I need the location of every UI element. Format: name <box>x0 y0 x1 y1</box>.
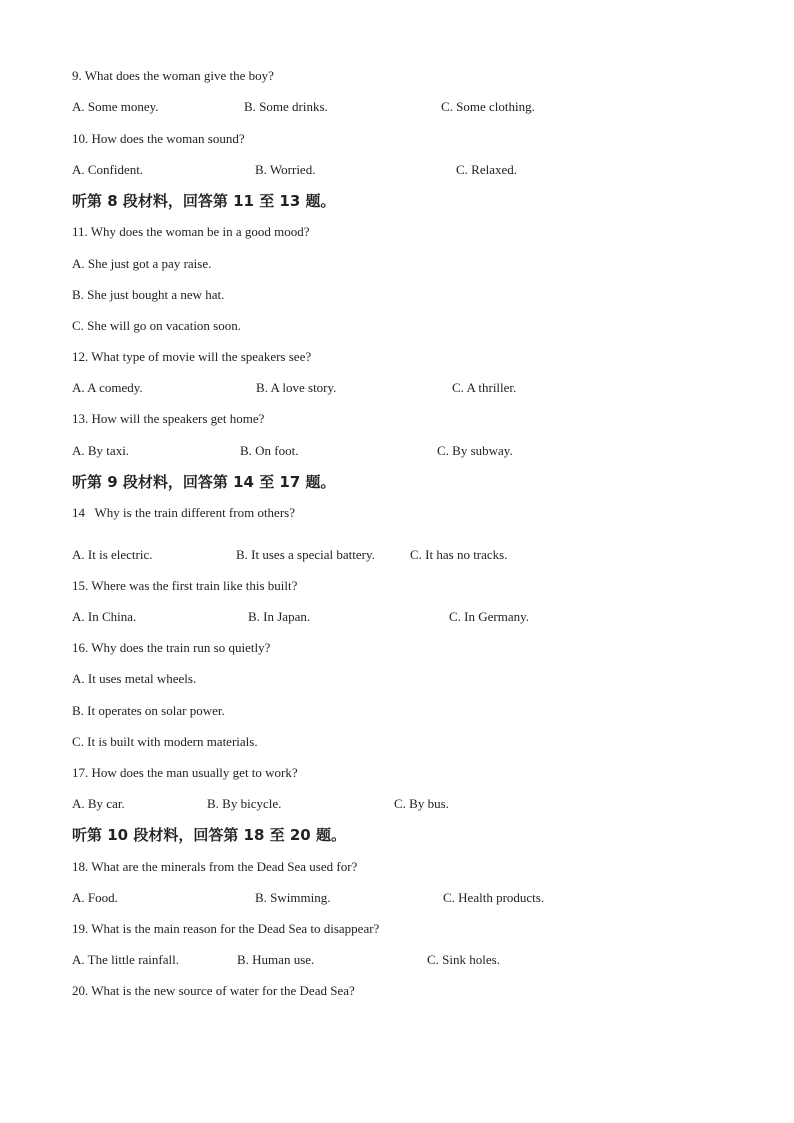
option-12-b: B. A love story. <box>256 380 337 395</box>
section-heading-10: 听第 10 段材料，回答第 18 至 20 题。 <box>72 826 346 844</box>
question-18: 18. What are the minerals from the Dead Sea used for? <box>72 859 358 874</box>
option-12-a: A. A comedy. <box>72 380 143 395</box>
option-14-a: A. It is electric. <box>72 547 153 562</box>
option-17-c: C. By bus. <box>394 796 449 811</box>
option-17-b: B. By bicycle. <box>207 796 282 811</box>
question-11: 11. Why does the woman be in a good mood? <box>72 224 310 239</box>
option-16-b: B. It operates on solar power. <box>72 703 225 718</box>
question-16: 16. Why does the train run so quietly? <box>72 640 271 655</box>
question-19: 19. What is the main reason for the Dead Sea to disappear? <box>72 921 380 936</box>
option-16-c: C. It is built with modern materials. <box>72 734 258 749</box>
question-14: 14 Why is the train different from others? <box>72 505 295 520</box>
question-17: 17. How does the man usually get to work? <box>72 765 298 780</box>
option-9-b: B. Some drinks. <box>244 99 328 114</box>
option-19-a: A. The little rainfall. <box>72 952 179 967</box>
option-18-c: C. Health products. <box>443 890 545 905</box>
option-13-a: A. By taxi. <box>72 443 130 458</box>
option-9-c: C. Some clothing. <box>441 99 535 114</box>
option-19-c: C. Sink holes. <box>427 952 500 967</box>
section-heading-9: 听第 9 段材料，回答第 14 至 17 题。 <box>72 473 336 491</box>
option-11-b: B. She just bought a new hat. <box>72 287 225 302</box>
question-9: 9. What does the woman give the boy? <box>72 68 274 83</box>
option-11-a: A. She just got a pay raise. <box>72 256 212 271</box>
option-15-a: A. In China. <box>72 609 137 624</box>
option-10-a: A. Confident. <box>72 162 144 177</box>
option-15-b: B. In Japan. <box>248 609 311 624</box>
option-13-c: C. By subway. <box>437 443 513 458</box>
question-10: 10. How does the woman sound? <box>72 131 245 146</box>
option-13-b: B. On foot. <box>240 443 299 458</box>
section-heading-8: 听第 8 段材料，回答第 11 至 13 题。 <box>72 192 336 210</box>
option-15-c: C. In Germany. <box>449 609 530 624</box>
option-12-c: C. A thriller. <box>452 380 517 395</box>
option-18-a: A. Food. <box>72 890 118 905</box>
option-16-a: A. It uses metal wheels. <box>72 671 197 686</box>
option-10-b: B. Worried. <box>255 162 316 177</box>
question-12: 12. What type of movie will the speakers see? <box>72 349 312 364</box>
option-14-c: C. It has no tracks. <box>410 547 508 562</box>
question-15: 15. Where was the first train like this built? <box>72 578 298 593</box>
option-14-b: B. It uses a special battery. <box>236 547 375 562</box>
option-9-a: A. Some money. <box>72 99 159 114</box>
option-11-c: C. She will go on vacation soon. <box>72 318 241 333</box>
question-20: 20. What is the new source of water for the Dead Sea? <box>72 983 355 998</box>
option-17-a: A. By car. <box>72 796 125 811</box>
option-10-c: C. Relaxed. <box>456 162 518 177</box>
question-13: 13. How will the speakers get home? <box>72 411 265 426</box>
option-18-b: B. Swimming. <box>255 890 331 905</box>
option-19-b: B. Human use. <box>237 952 315 967</box>
